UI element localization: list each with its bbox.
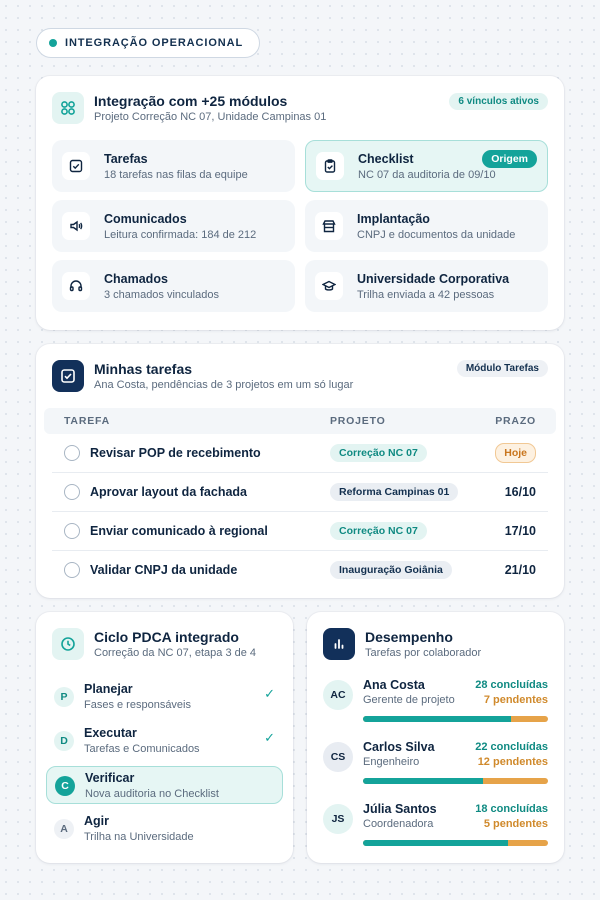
table-header [44, 408, 556, 434]
integration-title: Integração com +25 módulos [94, 93, 288, 109]
due-date: 17/10 [504, 524, 536, 538]
store-icon [315, 212, 343, 240]
module-badge: Módulo Tarefas [457, 360, 548, 377]
checkbox-icon [62, 152, 90, 180]
step-letter: C [55, 776, 75, 796]
clipboard-check-icon [316, 152, 344, 180]
person-row [323, 740, 548, 794]
bar-chart-icon [323, 628, 355, 660]
module-chamados[interactable] [52, 260, 295, 312]
headset-icon [62, 272, 90, 300]
module-subtitle: 3 chamados vinculados [104, 288, 219, 301]
project-tag: Inauguração Goiânia [330, 561, 452, 579]
column-header-task: TAREFA [64, 415, 111, 427]
due-date: 21/10 [504, 563, 536, 577]
progress-bar [363, 716, 548, 722]
check-icon: ✓ [264, 686, 275, 701]
module-implantacao[interactable] [305, 200, 548, 252]
step-subtitle: Nova auditoria no Checklist [85, 788, 219, 800]
task-name: Validar CNPJ da unidade [90, 563, 238, 577]
pdca-header [52, 628, 256, 660]
graduation-cap-icon [315, 272, 343, 300]
table-row[interactable] [52, 551, 548, 590]
pending-count: 5 pendentes [483, 818, 548, 830]
pdca-step-do[interactable] [46, 722, 283, 760]
column-header-due: PRAZO [495, 415, 536, 427]
table-row[interactable] [52, 512, 548, 551]
check-icon: ✓ [264, 730, 275, 745]
pdca-step-act[interactable] [46, 810, 283, 848]
column-header-project: PROJETO [330, 415, 386, 427]
module-title: Universidade Corporativa [357, 271, 510, 286]
module-comunicados[interactable] [52, 200, 295, 252]
task-checkbox[interactable] [64, 562, 80, 578]
project-tag: Correção NC 07 [330, 444, 427, 462]
step-title: Executar [84, 726, 137, 740]
module-title: Chamados [104, 271, 168, 286]
task-name: Aprovar layout da fachada [90, 485, 247, 499]
module-tarefas[interactable] [52, 140, 295, 192]
person-row [323, 678, 548, 732]
person-role: Engenheiro [363, 756, 420, 768]
person-role: Gerente de projeto [363, 694, 455, 706]
task-name: Revisar POP de recebimento [90, 446, 261, 460]
progress-bar [363, 840, 548, 846]
step-subtitle: Trilha na Universidade [84, 831, 194, 843]
step-letter: D [54, 731, 74, 751]
performance-header [323, 628, 481, 660]
progress-bar [363, 778, 548, 784]
completed-count: 18 concluídas [475, 803, 548, 815]
person-name: Júlia Santos [363, 802, 437, 816]
section-tag-label: INTEGRAÇÃO OPERACIONAL [65, 37, 244, 49]
step-subtitle: Fases e responsáveis [84, 699, 191, 711]
active-links-badge: 6 vínculos ativos [449, 93, 548, 110]
progress-fill [363, 778, 483, 784]
step-title: Agir [84, 814, 109, 828]
avatar: CS [323, 742, 353, 772]
due-date: 16/10 [504, 485, 536, 499]
module-title: Checklist [358, 151, 414, 166]
performance-subtitle: Tarefas por colaborador [365, 647, 482, 659]
clock-icon [52, 628, 84, 660]
task-name: Enviar comunicado à regional [90, 524, 268, 538]
section-tag [36, 28, 260, 58]
module-title: Implantação [357, 211, 430, 226]
module-title: Tarefas [104, 151, 148, 166]
module-checklist[interactable] [305, 140, 548, 192]
person-role: Coordenadora [363, 818, 434, 830]
table-row[interactable] [52, 434, 548, 473]
pending-count: 12 pendentes [477, 756, 548, 768]
project-tag: Reforma Campinas 01 [330, 483, 458, 501]
person-row [323, 802, 548, 856]
module-title: Comunicados [104, 211, 187, 226]
pdca-step-plan[interactable] [46, 678, 283, 716]
completed-count: 28 concluídas [475, 679, 548, 691]
table-row[interactable] [52, 473, 548, 512]
module-subtitle: Trilha enviada a 42 pessoas [357, 288, 495, 301]
pdca-card [36, 612, 293, 863]
module-subtitle: NC 07 da auditoria de 09/10 [358, 168, 496, 181]
module-subtitle: Leitura confirmada: 184 de 212 [104, 228, 257, 241]
avatar: AC [323, 680, 353, 710]
module-subtitle: CNPJ e documentos da unidade [357, 228, 516, 241]
completed-count: 22 concluídas [475, 741, 548, 753]
task-checkbox[interactable] [64, 484, 80, 500]
integration-card [36, 76, 564, 330]
pending-count: 7 pendentes [483, 694, 548, 706]
person-name: Carlos Silva [363, 740, 435, 754]
tasks-header [52, 360, 353, 392]
task-checkbox[interactable] [64, 445, 80, 461]
due-badge: Hoje [495, 443, 536, 463]
pdca-subtitle: Correção da NC 07, etapa 3 de 4 [94, 647, 257, 659]
checkbox-icon [52, 360, 84, 392]
progress-fill [363, 716, 511, 722]
pdca-title: Ciclo PDCA integrado [94, 629, 239, 645]
module-subtitle: 18 tarefas nas filas da equipe [104, 168, 248, 181]
status-dot [49, 39, 57, 47]
performance-title: Desempenho [365, 629, 453, 645]
tasks-card [36, 344, 564, 598]
tasks-title: Minhas tarefas [94, 361, 193, 377]
module-universidade[interactable] [305, 260, 548, 312]
integration-header [52, 92, 326, 124]
step-letter: A [54, 819, 74, 839]
avatar: JS [323, 804, 353, 834]
megaphone-icon [62, 212, 90, 240]
pdca-step-check[interactable] [46, 766, 283, 804]
step-letter: P [54, 687, 74, 707]
tasks-subtitle: Ana Costa, pendências de 3 projetos em um só lugar [94, 379, 354, 391]
origin-tag: Origem [482, 150, 537, 168]
step-title: Verificar [85, 771, 135, 785]
person-name: Ana Costa [363, 678, 425, 692]
task-checkbox[interactable] [64, 523, 80, 539]
grid-icon [52, 92, 84, 124]
step-subtitle: Tarefas e Comunicados [84, 743, 200, 755]
progress-fill [363, 840, 508, 846]
step-title: Planejar [84, 682, 133, 696]
project-tag: Correção NC 07 [330, 522, 427, 540]
performance-card [307, 612, 564, 863]
integration-subtitle: Projeto Correção NC 07, Unidade Campinas 01 [94, 111, 327, 123]
